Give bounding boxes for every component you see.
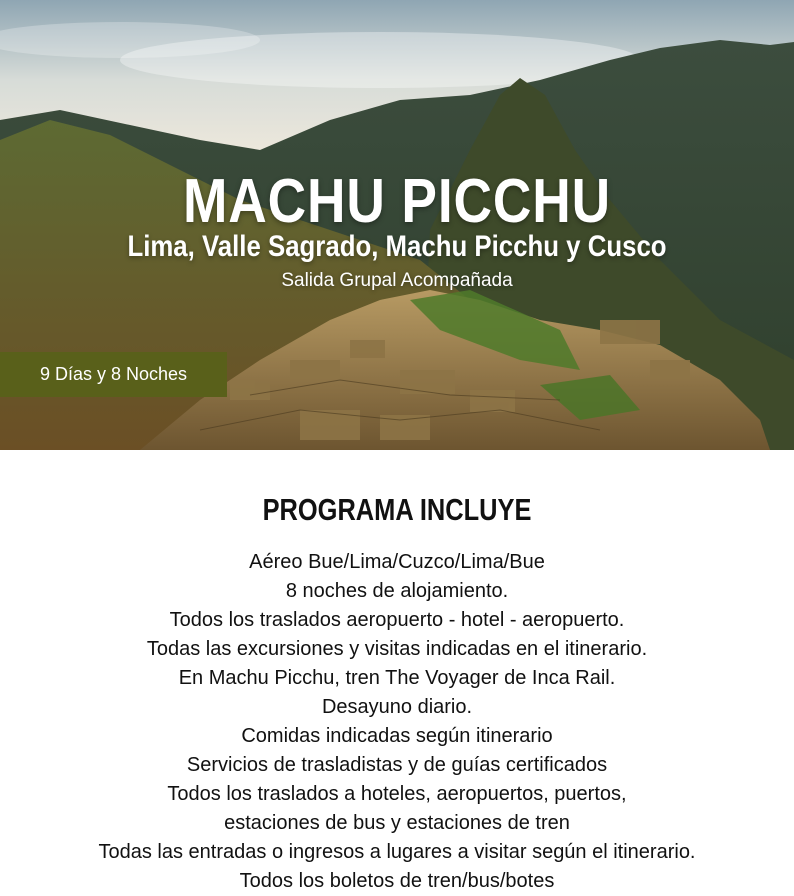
hero-title: MACHU PICCHU: [183, 167, 611, 236]
section-title: PROGRAMA INCLUYE: [262, 492, 532, 527]
duration-badge: 9 Días y 8 Noches: [0, 352, 227, 397]
list-item: Todas las excursiones y visitas indicadas en el itinerario.: [146, 638, 648, 660]
list-item: Desayuno diario.: [321, 696, 473, 718]
list-item: Servicios de trasladistas y de guías certificados: [186, 754, 608, 776]
list-item: Todas las entradas o ingresos a lugares a visitar según el itinerario.: [98, 841, 696, 863]
list-item: 8 noches de alojamiento.: [285, 580, 509, 602]
hero-subtitle: Lima, Valle Sagrado, Machu Picchu y Cusco: [127, 230, 667, 263]
includes-list: [0, 548, 794, 896]
list-item: Todos los traslados a hoteles, aeropuertos, puertos,: [167, 783, 627, 805]
list-item: Todos los boletos de tren/bus/botes: [239, 870, 555, 892]
list-item: Todos los traslados aeropuerto - hotel - aeropuerto.: [169, 609, 625, 631]
list-item: En Machu Picchu, tren The Voyager de Inca Rail.: [178, 667, 616, 689]
list-item: Comidas indicadas según itinerario: [241, 725, 553, 747]
list-item: estaciones de bus y estaciones de tren: [224, 812, 570, 834]
hero-tagline: Salida Grupal Acompañada: [281, 270, 513, 291]
list-item: Aéreo Bue/Lima/Cuzco/Lima/Bue: [249, 551, 545, 573]
